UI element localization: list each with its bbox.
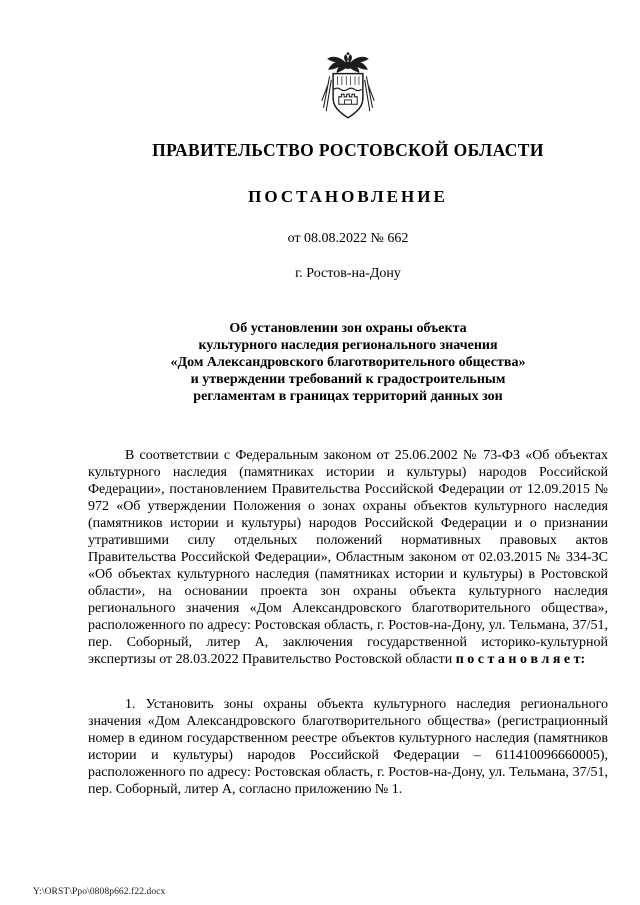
paragraph-item-1: 1. Установить зоны охраны объекта культурного наследия регионального значения «Дом Александровского благотворительного общества» (регистрационный номер в едином государственном реестре объектов культурного наследия (памятников истории и культуры) народов Российской Федерации – 611410096660005), расположенного по адресу: Ростовская область, г. Ростов-на-Дону, ул. Тельмана, 37/51, пер. Соборный, литер А, согласно приложению № 1. (88, 697, 608, 797)
file-path-footer: Y:\ORST\Ppo\0808p662.f22.docx (33, 887, 166, 897)
doc-title-line: и утверждении требований к градостроительным (190, 372, 506, 387)
org-name: ПРАВИТЕЛЬСТВО РОСТОВСКОЙ ОБЛАСТИ (152, 140, 544, 160)
doc-type-heading: ПОСТАНОВЛЕНИЕ (248, 187, 448, 206)
paragraph-preamble (88, 447, 608, 668)
preamble-text: В соответствии с Федеральным законом от 25.06.2002 № 73-ФЗ «Об объектах культурного наследия (памятниках истории и культуры) народов Российской Федерации», постановлением Правительства Российской Федерации от 12.09.2015 № 972 «Об утверждении Положения о зонах охраны объектов культурного наследия (памятников истории и культуры) народов Российской Федерации и о признании утратившими силу отдельных положений нормативных правовых актов Правительства Российской Федерации», Областным законом от 02.03.2015 № 334-ЗС «Об объектах культурного наследия (памятниках истории и культуры) в Ростовской области», на основании проекта зон охраны объекта культурного наследия регионального значения «Дом Александровского благотворительного общества», расположенного по адресу: Ростовская область, г. Ростов-на-Дону, ул. Тельмана, 37/51, пер. Соборный, литер А, заключения государственной историко-культурной экспертизы от 28.03.2022 Правительство Ростовской области (88, 448, 608, 667)
coat-of-arms-icon (88, 50, 608, 128)
doc-title-line: культурного наследия регионального значения (198, 338, 498, 353)
doc-title-line: Об установлении зон охраны объекта (229, 321, 467, 336)
doc-title-line: «Дом Александровского благотворительного общества» (170, 355, 526, 370)
doc-title-line: регламентам в границах территорий данных зон (193, 389, 503, 404)
doc-city: г. Ростов-на-Дону (295, 266, 401, 281)
doc-title (88, 320, 608, 405)
resolution-verb: п о с т а н о в л я е т: (455, 652, 586, 667)
doc-date-number: от 08.08.2022 № 662 (287, 231, 409, 246)
